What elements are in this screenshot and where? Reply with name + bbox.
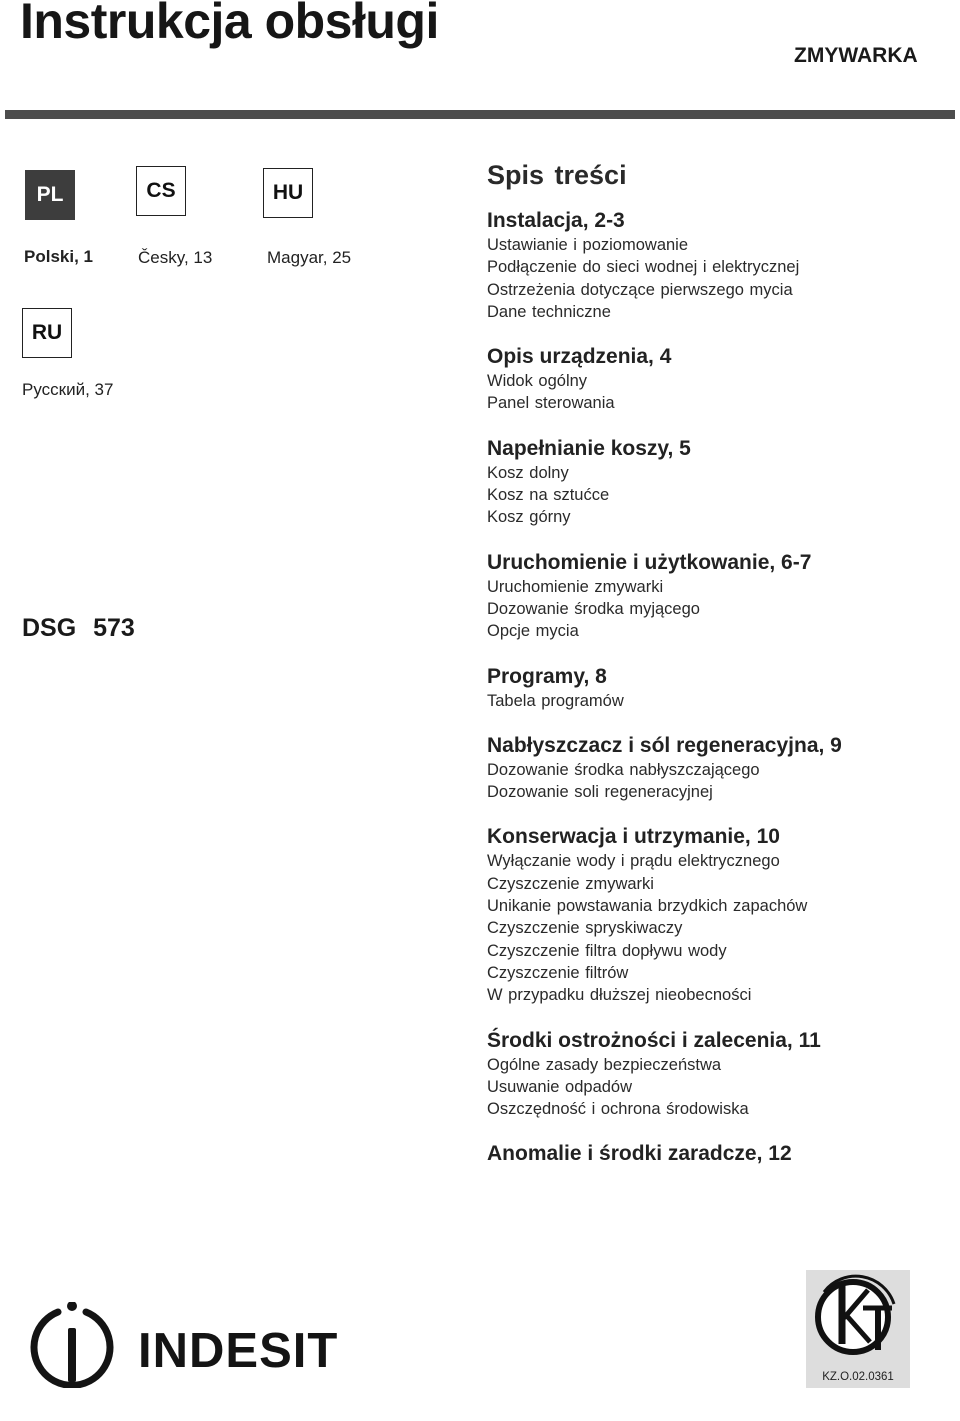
toc-section-heading[interactable]: Napełnianie koszy, 5 [487, 436, 691, 460]
lang-tab-ru[interactable]: RU [22, 308, 72, 358]
lang-label-hu[interactable]: Magyar, 25 [267, 248, 352, 267]
toc-section [487, 345, 947, 415]
toc-item[interactable]: Opcje mycia [487, 622, 579, 641]
toc-section [487, 209, 947, 323]
toc-section-heading[interactable]: Nabłyszczacz i sól regeneracyjna, 9 [487, 733, 842, 757]
toc-section [487, 825, 947, 1006]
toc-item[interactable]: Czyszczenie filtra dopływu wody [487, 941, 727, 960]
toc-section-heading[interactable]: Instalacja, 2-3 [487, 209, 625, 232]
toc-section-heading[interactable]: Programy, 8 [487, 664, 607, 688]
toc-item[interactable]: Kosz na sztućce [487, 486, 610, 505]
toc-item[interactable]: Unikanie powstawania brzydkich zapachów [487, 897, 808, 916]
indesit-wordmark: INDESIT [138, 1324, 339, 1378]
toc-item[interactable]: Czyszczenie filtrów [487, 963, 629, 982]
lang-label-ru[interactable]: Русский, 37 [22, 380, 114, 399]
toc-section-heading[interactable]: Konserwacja i utrzymanie, 10 [487, 825, 780, 849]
indesit-logo [30, 1302, 350, 1393]
toc-title: Spis treści [487, 160, 627, 190]
toc-item[interactable]: Czyszczenie spryskiwaczy [487, 919, 683, 938]
toc-item[interactable]: Dozowanie soli regeneracyjnej [487, 783, 713, 802]
certification-code: KZ.O.02.0361 [822, 1371, 894, 1383]
toc-item[interactable]: Wyłączanie wody i prądu elektrycznego [487, 852, 780, 871]
toc-sections [487, 209, 947, 1166]
model-number: DSG 573 [22, 614, 135, 642]
lang-tab-cs[interactable]: CS [136, 166, 186, 216]
certification-mark [806, 1270, 910, 1388]
toc-item[interactable]: Tabela programów [487, 691, 624, 710]
toc-item[interactable]: Panel sterowania [487, 394, 615, 413]
lang-tab-pl[interactable]: PL [25, 170, 75, 220]
toc-section-heading[interactable]: Opis urządzenia, 4 [487, 345, 672, 369]
toc-item[interactable]: Kosz dolny [487, 463, 569, 482]
toc-section [487, 551, 947, 643]
toc-section [487, 665, 947, 712]
toc-section [487, 437, 947, 529]
page-title: Instrukcja obsługi [20, 0, 439, 49]
table-of-contents [487, 160, 947, 1188]
toc-item[interactable]: Uruchomienie zmywarki [487, 577, 664, 596]
toc-item[interactable]: Dozowanie środka nabłyszczającego [487, 760, 760, 779]
toc-item[interactable]: Kosz górny [487, 508, 571, 527]
header-divider [5, 110, 955, 119]
toc-item[interactable]: W przypadku dłuższej nieobecności [487, 986, 752, 1005]
indesit-logo-mark [30, 1302, 350, 1388]
product-type: ZMYWARKA [794, 44, 918, 67]
toc-item[interactable]: Dozowanie środka myjącego [487, 599, 700, 618]
toc-section [487, 1029, 947, 1121]
toc-item[interactable]: Ostrzeżenia dotyczące pierwszego mycia [487, 280, 793, 299]
toc-section-heading[interactable]: Środki ostrożności i zalecenia, 11 [487, 1028, 821, 1052]
lang-label-cs[interactable]: Česky, 13 [138, 248, 213, 267]
toc-section-heading[interactable]: Anomalie i środki zaradcze, 12 [487, 1142, 792, 1166]
toc-item[interactable]: Usuwanie odpadów [487, 1077, 633, 1096]
toc-item[interactable]: Czyszczenie zmywarki [487, 874, 654, 893]
toc-item[interactable]: Podłączenie do sieci wodnej i elektrycznej [487, 258, 800, 277]
toc-item[interactable]: Widok ogólny [487, 372, 588, 391]
toc-item[interactable]: Ustawianie i poziomowanie [487, 236, 689, 254]
lang-label-pl[interactable]: Polski, 1 [24, 247, 93, 266]
kt-certification-icon [806, 1270, 910, 1370]
lang-tab-hu[interactable]: HU [263, 168, 313, 218]
toc-item[interactable]: Oszczędność i ochrona środowiska [487, 1100, 749, 1119]
toc-section [487, 734, 947, 804]
toc-item[interactable]: Ogólne zasady bezpieczeństwa [487, 1055, 722, 1074]
toc-section [487, 1142, 947, 1166]
toc-item[interactable]: Dane techniczne [487, 302, 611, 321]
toc-section-heading[interactable]: Uruchomienie i użytkowanie, 6-7 [487, 550, 812, 574]
